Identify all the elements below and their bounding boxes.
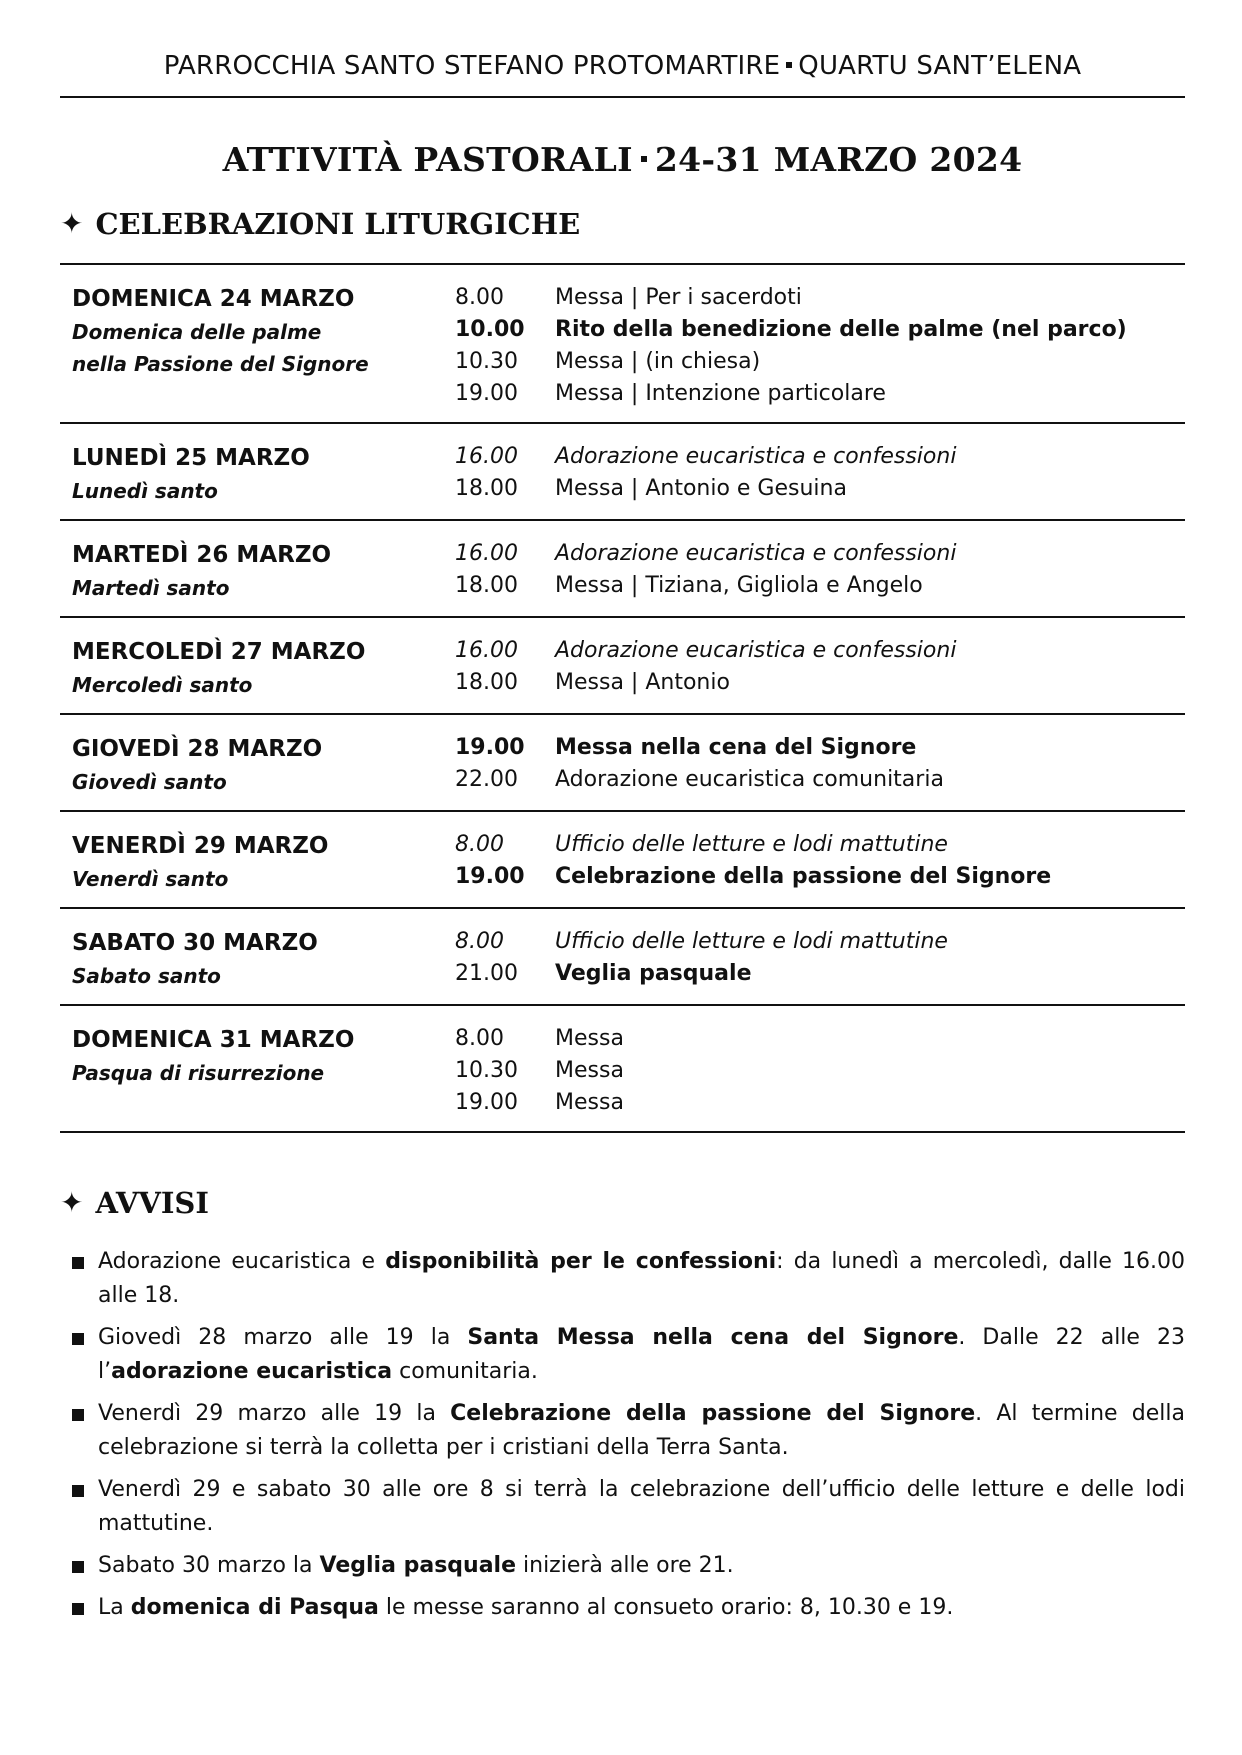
event-description: Adorazione eucaristica comunitaria: [555, 767, 944, 792]
notice-text: [98, 1549, 1185, 1583]
event-description: Rito della benedizione delle palme (nel parco): [555, 317, 1127, 342]
bulletin-page: [60, 0, 1185, 1633]
parish-header: [60, 50, 1185, 82]
event-list: [455, 538, 1185, 604]
notice-item: [60, 1549, 1185, 1583]
event-description: Messa nella cena del Signore: [555, 735, 917, 760]
event-description: Messa | Tiziana, Gigliola e Angelo: [555, 573, 923, 598]
event-time: 8.00: [455, 832, 504, 857]
notice-segment: Venerdì 29 e sabato 30 alle ore 8 si terrà la celebrazione dell’ufficio delle letture e delle lodi mattutine.: [98, 1477, 1185, 1536]
event-time: 10.30: [455, 349, 518, 374]
event-description: Messa | Antonio e Gesuina: [555, 476, 847, 501]
event-time: 21.00: [455, 961, 518, 986]
event-item: [455, 473, 1185, 505]
schedule-table: [60, 263, 1185, 1133]
event-time: 16.00: [455, 541, 518, 566]
event-description: Messa: [555, 1026, 624, 1051]
event-item: [455, 570, 1185, 602]
parish-name: PARROCCHIA SANTO STEFANO PROTOMARTIRE: [163, 51, 781, 81]
notice-highlight: domenica di Pasqua: [130, 1595, 379, 1620]
event-description: Messa: [555, 1058, 624, 1083]
notice-segment: La: [98, 1595, 131, 1620]
event-time: 16.00: [455, 638, 518, 663]
day-heading: [60, 282, 455, 410]
day-name: MARTEDÌ 26 MARZO: [72, 542, 332, 568]
day-liturgical-name: Giovedì santo: [72, 770, 227, 794]
event-time: 22.00: [455, 767, 518, 792]
event-item: [455, 441, 1185, 473]
day-heading: [60, 635, 455, 701]
event-item: [455, 538, 1185, 570]
square-bullet-icon: [72, 1603, 84, 1615]
day-row: [60, 521, 1185, 618]
day-row: [60, 715, 1185, 812]
event-description: Adorazione eucaristica e confessioni: [555, 541, 957, 566]
day-name: GIOVEDÌ 28 MARZO: [72, 736, 323, 762]
event-list: [455, 1023, 1185, 1119]
event-item: [455, 958, 1185, 990]
notice-segment: inizierà alle ore 21.: [516, 1553, 734, 1578]
day-heading: [60, 538, 455, 604]
notice-item: [60, 1245, 1185, 1313]
event-item: [455, 635, 1185, 667]
notice-highlight: Veglia pasquale: [319, 1553, 517, 1578]
day-row: [60, 909, 1185, 1006]
event-time: 19.00: [455, 735, 525, 760]
event-time: 18.00: [455, 573, 518, 598]
star-icon: ✦: [60, 207, 84, 240]
day-liturgical-name: Sabato santo: [72, 964, 221, 988]
event-item: [455, 861, 1185, 893]
section-heading-notices: [60, 1185, 1185, 1221]
event-list: [455, 282, 1185, 410]
event-description: Celebrazione della passione del Signore: [555, 864, 1052, 889]
event-item: [455, 314, 1185, 346]
event-item: [455, 378, 1185, 410]
event-time: 19.00: [455, 1090, 518, 1115]
notice-highlight: disponibilità per le confessioni: [385, 1249, 777, 1274]
square-bullet-icon: [72, 1333, 84, 1345]
notice-segment: Adorazione eucaristica e: [98, 1249, 386, 1274]
event-time: 19.00: [455, 381, 518, 406]
day-name: SABATO 30 MARZO: [72, 930, 318, 956]
day-row: [60, 1006, 1185, 1133]
event-time: 18.00: [455, 476, 518, 501]
event-item: [455, 926, 1185, 958]
day-liturgical-name: Martedì santo: [72, 576, 230, 600]
title-dates: 24-31 MARZO 2024: [654, 140, 1023, 179]
event-description: Ufficio delle letture e lodi mattutine: [555, 832, 948, 857]
day-liturgical-name: nella Passione del Signore: [72, 352, 369, 376]
event-item: [455, 1023, 1185, 1055]
event-list: [455, 732, 1185, 798]
day-liturgical-name: Pasqua di risurrezione: [72, 1061, 325, 1085]
notice-segment: Sabato 30 marzo la: [98, 1553, 320, 1578]
day-heading: [60, 732, 455, 798]
day-name: DOMENICA 31 MARZO: [72, 1027, 355, 1053]
notice-item: [60, 1321, 1185, 1389]
notice-text: [98, 1321, 1185, 1389]
event-description: Adorazione eucaristica e confessioni: [555, 444, 957, 469]
event-description: Messa | Antonio: [555, 670, 730, 695]
notice-text: [98, 1397, 1185, 1465]
event-item: [455, 282, 1185, 314]
notice-segment: : da lunedì a mercoledì, dalle 16.00 alle 18.: [98, 1249, 1185, 1308]
day-liturgical-name: Mercoledì santo: [72, 673, 253, 697]
page-title: [60, 140, 1185, 180]
event-description: Adorazione eucaristica e confessioni: [555, 638, 957, 663]
notice-highlight: Santa Messa nella cena del Signore: [467, 1325, 959, 1350]
day-liturgical-name: Venerdì santo: [72, 867, 229, 891]
star-icon: ✦: [60, 1186, 84, 1219]
event-list: [455, 829, 1185, 895]
event-time: 16.00: [455, 444, 518, 469]
event-time: 10.30: [455, 1058, 518, 1083]
day-row: [60, 265, 1185, 424]
notice-segment: . Al termine della celebrazione si terrà la colletta per i cristiani della Terra Santa.: [98, 1401, 1185, 1460]
section-title: AVVISI: [95, 1186, 209, 1220]
event-description: Ufficio delle letture e lodi mattutine: [555, 929, 948, 954]
event-item: [455, 764, 1185, 796]
event-time: 10.00: [455, 317, 525, 342]
event-time: 8.00: [455, 929, 504, 954]
event-description: Messa | Per i sacerdoti: [555, 285, 802, 310]
square-bullet-icon: [72, 1561, 84, 1573]
day-heading: [60, 829, 455, 895]
event-item: [455, 732, 1185, 764]
day-liturgical-name: Domenica delle palme: [72, 320, 322, 344]
notice-highlight: Celebrazione della passione del Signore: [450, 1401, 976, 1426]
notice-segment: . Dalle 22 alle 23 l’: [98, 1325, 1186, 1384]
section-title: CELEBRAZIONI LITURGICHE: [95, 207, 581, 241]
event-item: [455, 667, 1185, 699]
event-time: 8.00: [455, 1026, 504, 1051]
event-description: Veglia pasquale: [555, 961, 752, 986]
square-bullet-icon: [72, 1257, 84, 1269]
event-description: Messa | Intenzione particolare: [555, 381, 886, 406]
header-rule: [60, 96, 1185, 98]
notice-segment: Venerdì 29 marzo alle 19 la: [98, 1401, 451, 1426]
parish-town: QUARTU SANT’ELENA: [798, 51, 1082, 81]
day-name: MERCOLEDÌ 27 MARZO: [72, 639, 366, 665]
event-item: [455, 1087, 1185, 1119]
square-bullet-icon: [72, 1409, 84, 1421]
separator-dot: [641, 156, 647, 162]
day-liturgical-name: Lunedì santo: [72, 479, 218, 503]
event-time: 8.00: [455, 285, 504, 310]
notices-list: [60, 1245, 1185, 1625]
notice-item: [60, 1397, 1185, 1465]
day-heading: [60, 1023, 455, 1119]
notice-item: [60, 1591, 1185, 1625]
day-heading: [60, 926, 455, 992]
day-name: DOMENICA 24 MARZO: [72, 286, 355, 312]
day-name: VENERDÌ 29 MARZO: [72, 833, 329, 859]
day-row: [60, 618, 1185, 715]
notice-text: [98, 1473, 1185, 1541]
event-time: 18.00: [455, 670, 518, 695]
event-item: [455, 346, 1185, 378]
event-list: [455, 926, 1185, 992]
notice-segment: comunitaria.: [392, 1359, 538, 1384]
event-description: Messa | (in chiesa): [555, 349, 761, 374]
notice-segment: le messe saranno al consueto orario: 8, 10.30 e 19.: [378, 1595, 954, 1620]
event-item: [455, 1055, 1185, 1087]
event-description: Messa: [555, 1090, 624, 1115]
notice-text: [98, 1591, 1185, 1625]
separator-dot: [786, 62, 792, 68]
event-list: [455, 635, 1185, 701]
title-text: ATTIVITÀ PASTORALI: [222, 140, 633, 179]
day-heading: [60, 441, 455, 507]
square-bullet-icon: [72, 1485, 84, 1497]
day-row: [60, 812, 1185, 909]
notice-item: [60, 1473, 1185, 1541]
day-row: [60, 424, 1185, 521]
event-item: [455, 829, 1185, 861]
section-heading-liturgy: [60, 206, 1185, 242]
notice-highlight: adorazione eucaristica: [111, 1359, 393, 1384]
notice-segment: Giovedì 28 marzo alle 19 la: [98, 1325, 468, 1350]
event-list: [455, 441, 1185, 507]
day-name: LUNEDÌ 25 MARZO: [72, 445, 310, 471]
notice-text: [98, 1245, 1185, 1313]
event-time: 19.00: [455, 864, 525, 889]
